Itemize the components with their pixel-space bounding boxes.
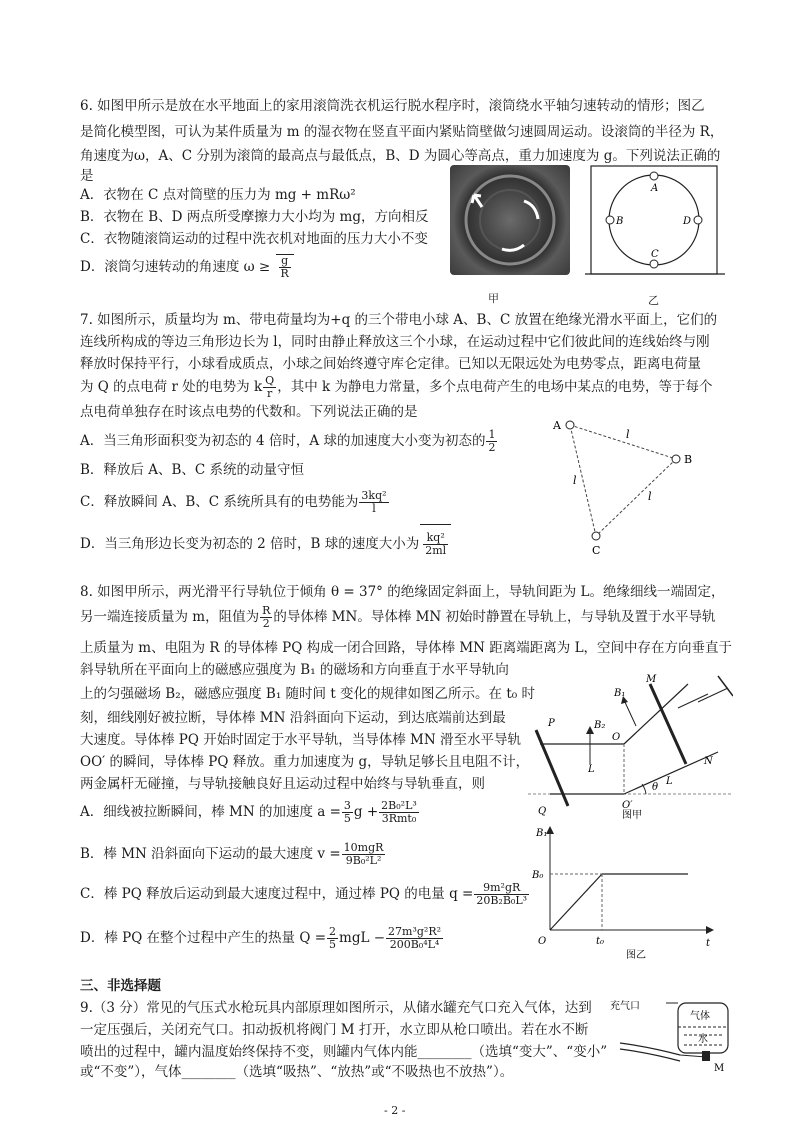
q6-fig-yi-caption: 乙 <box>648 294 659 307</box>
q8-line2-pre: 另一端连接质量为 m，阻值为 <box>80 609 260 625</box>
q8-d-f1n: 2 <box>329 925 337 938</box>
q8-text-line1: 8. 如图甲所示，两光滑平行导轨位于倾角 θ = 37° 的绝缘固定斜面上，导轨间距为 L。绝缘细线一端固定， <box>80 584 725 600</box>
q8-c-num: 9m²gR <box>474 882 529 895</box>
q6-d-num: g <box>279 255 291 268</box>
q7-line4-den: r <box>267 387 273 400</box>
q8-label-o-prime: O′ <box>622 800 633 811</box>
q7-option-c <box>80 484 390 520</box>
q7-option-d-text: D．当三角形边长变为初态的 2 倍时，B 球的速度大小为 <box>80 536 420 552</box>
q6-option-a: A．衣物在 C 点对筒壁的压力为 mg + mRω² <box>80 187 356 203</box>
q6-option-d-text: D．滚筒匀速转动的角速度 ω ≥ <box>80 259 271 275</box>
q8-fig-jia-caption: 图甲 <box>622 810 642 821</box>
q7-line4-num: Q <box>265 374 275 387</box>
q6-fig-yi-diagram <box>585 160 725 300</box>
q8-option-d-text: D．棒 PQ 在整个过程中产生的热量 Q = <box>80 930 327 946</box>
q8-d-f2n: 27m³g²R² <box>388 925 442 938</box>
q8-a-mid: g + <box>353 804 379 820</box>
q7-c-den: l <box>372 502 376 515</box>
q6-option-d-sqrt <box>276 254 294 280</box>
q7-option-a-text: A．当三角形面积变为初态的 4 倍时，A 球的加速度大小变为初态的 <box>80 433 486 449</box>
q8-text-line4: 斜导轨所在平面向上的磁感应强度为 B₁ 的磁场和方向垂直于水平导轨向 <box>80 662 509 678</box>
q9-text-line2: 一定压强后，关闭充气口。扣动扳机将阀门 M 打开，水立即从枪口喷出。若在水不断 <box>80 1022 589 1038</box>
q8-d-f1d: 5 <box>329 938 337 951</box>
q6-option-c: C．衣物随滚筒运动的过程中洗衣机对地面的压力大小不变 <box>80 231 428 247</box>
q7-ball-a: A <box>553 419 561 432</box>
q7-ball-c: C <box>592 544 601 557</box>
page-number: - 2 - <box>384 1104 406 1117</box>
q7-line4-post: ，其中 k 为静电力常量，多个点电荷产生的电场中某点的电势，等于每个 <box>277 379 713 395</box>
q8-label-b1: B₁ <box>614 688 626 699</box>
q7-text-line1: 7. 如图所示，质量均为 m、带电荷量均为+q 的三个带电小球 A、B、C 放置在绝缘光滑水平面上，它们的 <box>80 312 718 328</box>
q7-option-b: B．释放后 A、B、C 系统的动量守恒 <box>80 462 305 478</box>
q6-point-b: B <box>616 216 624 227</box>
q8-text-line3: 上质量为 m、电阻为 R 的导体棒 PQ 构成一闭合回路，导体棒 MN 距离端距离为 L，空间中存在方向垂直于 <box>80 640 733 656</box>
q8-graph-x-label: t <box>706 938 711 949</box>
q9-valve-label: M <box>714 1063 725 1074</box>
q6-text-line4: 是 <box>80 168 94 184</box>
q8-text-line2 <box>80 600 716 634</box>
q6-d-den: R <box>280 267 289 280</box>
q9-text-line3: 喷出的过程中，罐内温度始终保持不变，则罐内气体内能________（选填“变大”、“变小” <box>80 1044 608 1060</box>
q6-text-line2: 是简化模型图，可认为某件质量为 m 的湿衣物在竖直平面内紧贴筒壁做匀速圆周运动。设滚筒的半径为 R， <box>80 124 724 140</box>
q9-text-line1: 9.（3 分）常见的气压式水枪玩具内部原理如图所示，从储水罐充气口充入气体，达到 <box>80 1000 592 1016</box>
q8-text-line7: 大速度。导体棒 PQ 开始时固定于水平导轨，当导体棒 MN 滑至水平导轨 <box>80 732 521 748</box>
q8-label-q: Q <box>538 806 547 817</box>
q8-label-theta: θ <box>652 782 659 793</box>
q6-text-line1: 6. 如图甲所示是放在水平地面上的家用滚筒洗衣机运行脱水程序时，滚筒绕水平轴匀速转动的情形；图乙 <box>80 98 705 114</box>
q7-a-num: 1 <box>488 428 496 441</box>
q6-point-a: A <box>651 183 659 194</box>
q8-a-f2n: 2B₀²L³ <box>381 799 417 812</box>
q6-option-d <box>80 254 294 280</box>
q7-d-num: kq² <box>423 532 448 545</box>
q6-option-b: B．衣物在 B、D 两点所受摩擦力大小均为 mg，方向相反 <box>80 209 429 225</box>
q7-text-line3: 释放时保持平行，小球看成质点，小球之间始终遵守库仑定律。已知以无限远处为电势零点，距离电荷量 <box>80 356 701 372</box>
q8-graph-t0: t₀ <box>596 936 605 947</box>
q9-water-gun-diagram <box>610 995 735 1075</box>
q9-water-label: 水 <box>698 1034 708 1045</box>
q8-graph-origin: O <box>538 936 547 947</box>
q8-option-b-text: B．棒 MN 沿斜面向下运动的最大速度 v = <box>80 846 341 862</box>
q8-option-a-text: A．细线被拉断瞬间，棒 MN 的加速度 a = <box>80 804 341 820</box>
q7-ball-b: B <box>684 453 693 466</box>
q8-b-num: 10mgR <box>343 841 384 854</box>
q8-graph-y-label: B₁ <box>536 828 548 839</box>
q8-option-c <box>80 874 530 914</box>
q7-option-d <box>80 524 451 563</box>
q8-label-l2: L <box>666 776 673 787</box>
section3-title: 三、非选择题 <box>80 978 161 994</box>
q7-side-ab: l <box>626 428 630 441</box>
q8-fig-jia-diagram <box>528 668 733 823</box>
q7-text-line5: 点电荷单独存在时该点电势的代数和。下列说法正确的是 <box>80 404 418 420</box>
q8-d-f2d: 200B₀⁴L⁴ <box>389 938 440 951</box>
q8-option-a <box>80 792 420 832</box>
q8-c-den: 20B₂B₀L³ <box>476 894 528 907</box>
q8-a-f2d: 3Rmt₀ <box>381 812 417 825</box>
q8-label-o: O <box>612 732 621 743</box>
q7-text-line2: 连线所构成的等边三角形边长为 l，同时由静止释放这三个小球，在运动过程中它们彼此间的连线始终与刚 <box>80 334 710 350</box>
q7-text-line4 <box>80 370 712 404</box>
q8-text-line9: 两金属杆无碰撞，与导轨接触良好且运动过程中始终与导轨垂直，则 <box>80 776 485 792</box>
q8-d-mid: mgL − <box>339 930 386 946</box>
q7-option-a <box>80 424 498 458</box>
q8-a-f1d: 5 <box>343 812 351 825</box>
q7-d-den: 2ml <box>425 544 447 557</box>
q8-text-line6: 刻，细线刚好被拉断，导体棒 MN 沿斜面向下运动，到达底端前达到最 <box>80 710 506 726</box>
q8-label-p: P <box>548 718 555 729</box>
q8-label-n: N <box>704 756 713 767</box>
q9-inlet-label: 充气口 <box>610 1001 640 1012</box>
q8-line2-post: 的导体棒 MN。导体棒 MN 初始时静置在导轨上，与导轨及置于水平导轨 <box>273 609 716 625</box>
q7-c-num: 3kq² <box>361 489 387 502</box>
q7-side-ac: l <box>573 474 577 487</box>
q8-b-den: 9B₀²L² <box>345 854 382 867</box>
q8-a-f1n: 3 <box>343 799 351 812</box>
q8-label-m: M <box>646 674 657 685</box>
q6-point-d: D <box>683 216 692 227</box>
q7-a-den: 2 <box>488 441 496 454</box>
q7-triangle-diagram <box>548 410 718 560</box>
q8-fig-yi-caption: 图乙 <box>626 950 646 961</box>
q8-text-line5: 上的匀强磁场 B₂，磁感应强度 B₁ 随时间 t 变化的规律如图乙所示。在 t₀ 时 <box>80 686 535 702</box>
q6-point-c: C <box>651 249 659 260</box>
q6-fig-jia-caption: 甲 <box>488 292 499 305</box>
q8-line2-num: R <box>262 604 271 617</box>
q8-label-l1: L <box>588 764 595 775</box>
q8-label-b2: B₂ <box>594 720 606 731</box>
q8-option-b <box>80 834 386 874</box>
q8-text-line8: OO′ 的瞬间，导体棒 PQ 释放。重力加速度为 g，导轨足够长且电阻不计， <box>80 754 530 770</box>
q7-line4-pre: 为 Q 的点电荷 r 处的电势为 k <box>80 379 263 395</box>
q7-side-bc: l <box>648 490 652 503</box>
q8-line2-den: 2 <box>262 617 270 630</box>
q9-text-line4: 或“不变”），气体________（选填“吸热”、“放热”或“不吸热也不放热”）。 <box>80 1064 514 1080</box>
q8-option-d <box>80 918 444 958</box>
q9-gas-label: 气体 <box>690 1011 710 1022</box>
q8-option-c-text: C．棒 PQ 释放后运动到最大速度过程中，通过棒 PQ 的电量 q = <box>80 886 474 902</box>
q8-fig-yi-graph <box>530 822 720 962</box>
q7-option-c-text: C．释放瞬间 A、B、C 系统所具有的电势能为 <box>80 494 359 510</box>
q8-graph-b0: B₀ <box>532 870 544 881</box>
q6-text-line3: 角速度为ω，A、C 分别为滚筒的最高点与最低点，B、D 为圆心等高点，重力加速度为 g。下列说法正确的 <box>80 148 721 164</box>
washing-machine-photo <box>450 165 570 275</box>
